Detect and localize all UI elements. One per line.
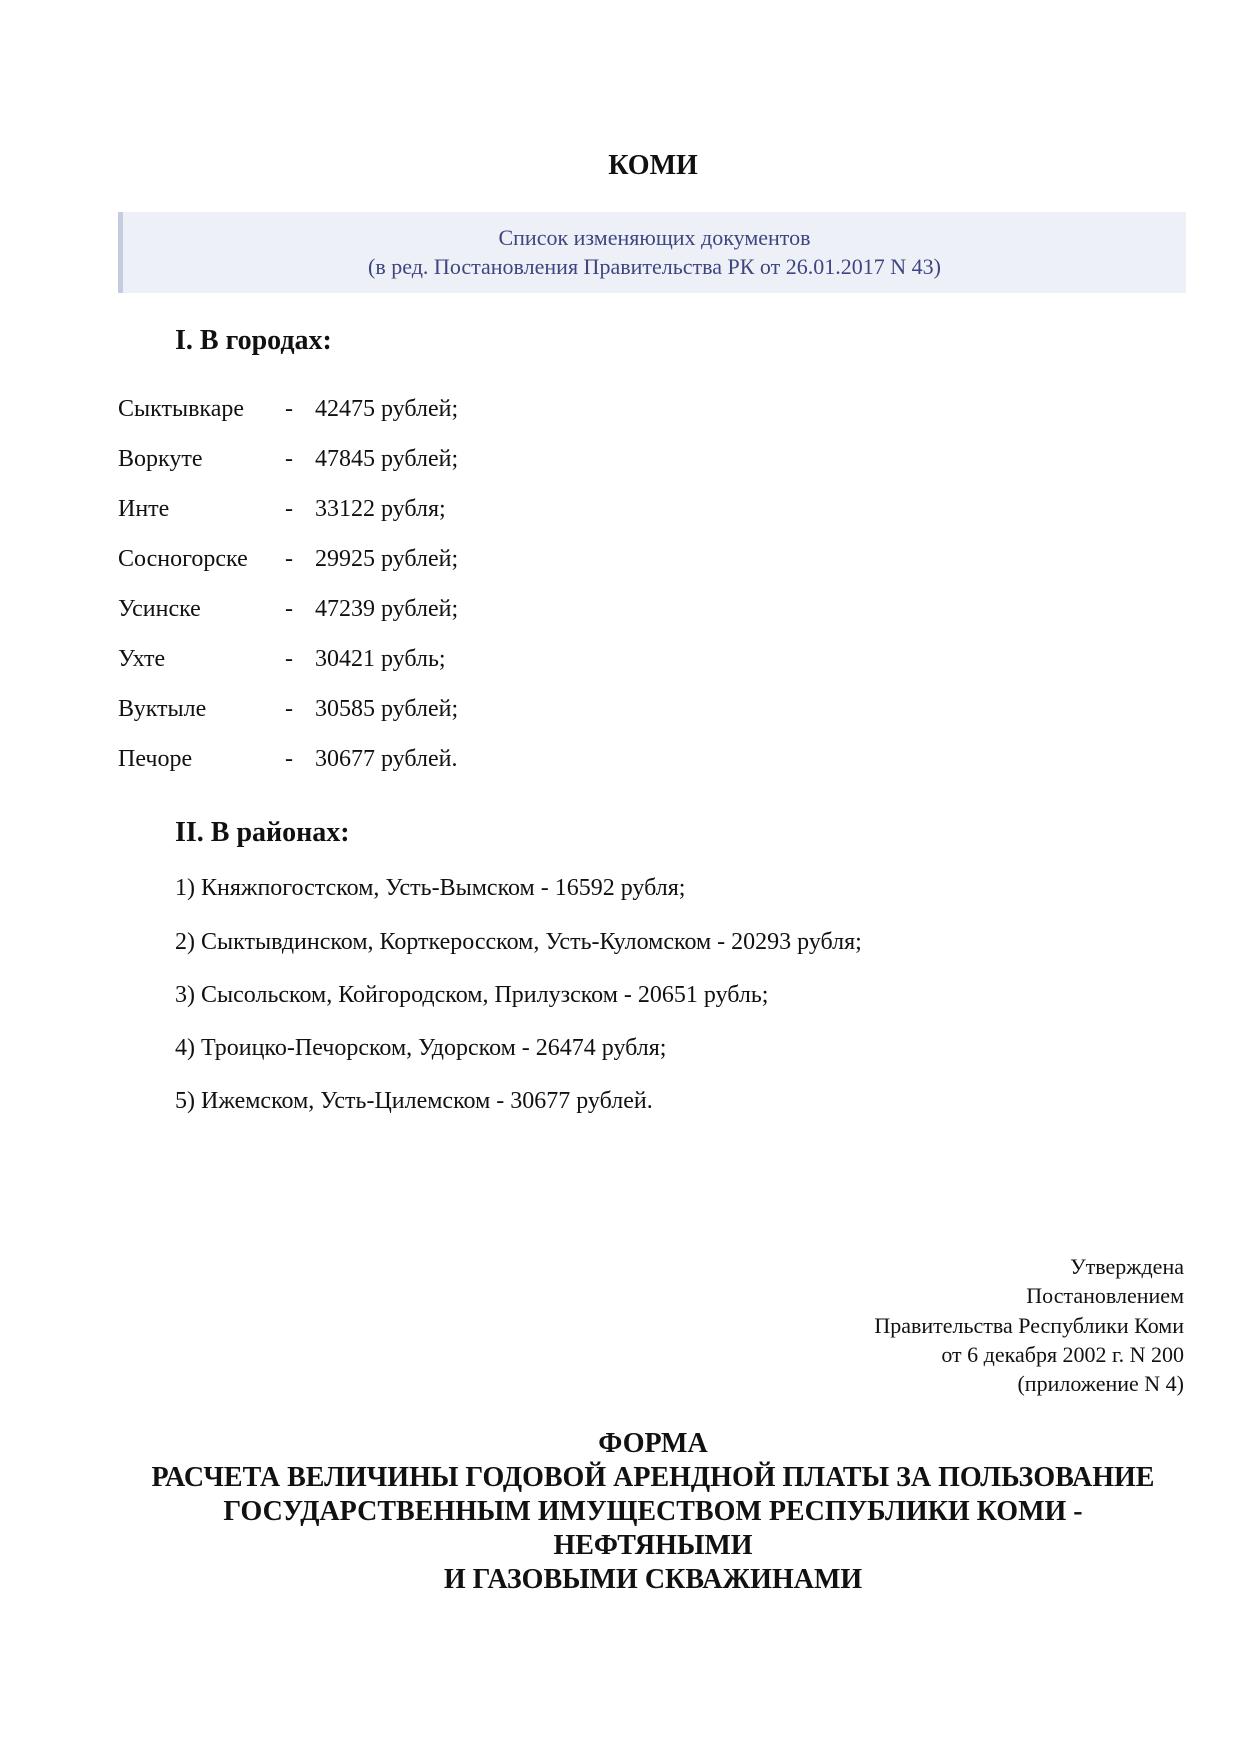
city-name: Усинске (118, 596, 201, 622)
form-title-line: ФОРМА (598, 1428, 708, 1459)
revision-reference: (в ред. Постановления Правительства РК от 26.01.2017 N 43) (368, 254, 941, 279)
city-name: Вуктыле (118, 696, 207, 722)
city-dash: - (285, 546, 293, 572)
city-dash: - (285, 396, 293, 422)
city-amount: 30677 рублей. (315, 746, 458, 772)
city-name: Воркуте (118, 446, 203, 472)
approval-line: Утверждена (1070, 1254, 1184, 1279)
revision-box (118, 212, 1186, 293)
city-dash: - (285, 646, 293, 672)
city-amount: 30421 рубль; (315, 646, 446, 672)
district-item: 1) Княжпогостском, Усть-Вымском - 16592 рубля; (175, 875, 686, 901)
approval-line: Правительства Республики Коми (874, 1313, 1184, 1338)
city-name: Инте (118, 496, 170, 522)
section-districts-heading: II. В районах: (175, 817, 350, 848)
city-amount: 47239 рублей; (315, 596, 459, 622)
page-title: КОМИ (608, 150, 698, 181)
district-item: 5) Ижемском, Усть-Цилемском - 30677 рублей. (175, 1088, 653, 1114)
district-item: 2) Сыктывдинском, Корткеросском, Усть-Куломском - 20293 рубля; (175, 929, 862, 955)
city-amount: 42475 рублей; (315, 396, 459, 422)
form-title-line: НЕФТЯНЫМИ (553, 1530, 753, 1561)
city-name: Сосногорске (118, 546, 248, 572)
form-title-line: И ГАЗОВЫМИ СКВАЖИНАМИ (443, 1564, 863, 1595)
city-name: Сыктывкаре (118, 396, 245, 422)
city-name: Печоре (118, 746, 193, 772)
approval-line: (приложение N 4) (1017, 1371, 1184, 1396)
city-dash: - (285, 596, 293, 622)
city-amount: 30585 рублей; (315, 696, 459, 722)
city-dash: - (285, 746, 293, 772)
approval-line: Постановлением (1026, 1283, 1184, 1308)
city-dash: - (285, 496, 293, 522)
section-cities-heading: I. В городах: (175, 325, 332, 356)
revision-caption: Список изменяющих документов (498, 225, 811, 250)
district-item: 4) Троицко-Печорском, Удорском - 26474 рубля; (175, 1035, 667, 1061)
district-item: 3) Сысольском, Койгородском, Прилузском - 20651 рубль; (175, 982, 769, 1008)
city-dash: - (285, 446, 293, 472)
city-dash: - (285, 696, 293, 722)
form-title-line: ГОСУДАРСТВЕННЫМ ИМУЩЕСТВОМ РЕСПУБЛИКИ КОМИ - (223, 1496, 1083, 1527)
city-amount: 29925 рублей; (315, 546, 459, 572)
approval-line: от 6 декабря 2002 г. N 200 (941, 1342, 1184, 1367)
city-amount: 47845 рублей; (315, 446, 459, 472)
form-title-line: РАСЧЕТА ВЕЛИЧИНЫ ГОДОВОЙ АРЕНДНОЙ ПЛАТЫ ЗА ПОЛЬЗОВАНИЕ (151, 1462, 1155, 1493)
city-amount: 33122 рубля; (315, 496, 446, 522)
city-name: Ухте (118, 646, 166, 672)
